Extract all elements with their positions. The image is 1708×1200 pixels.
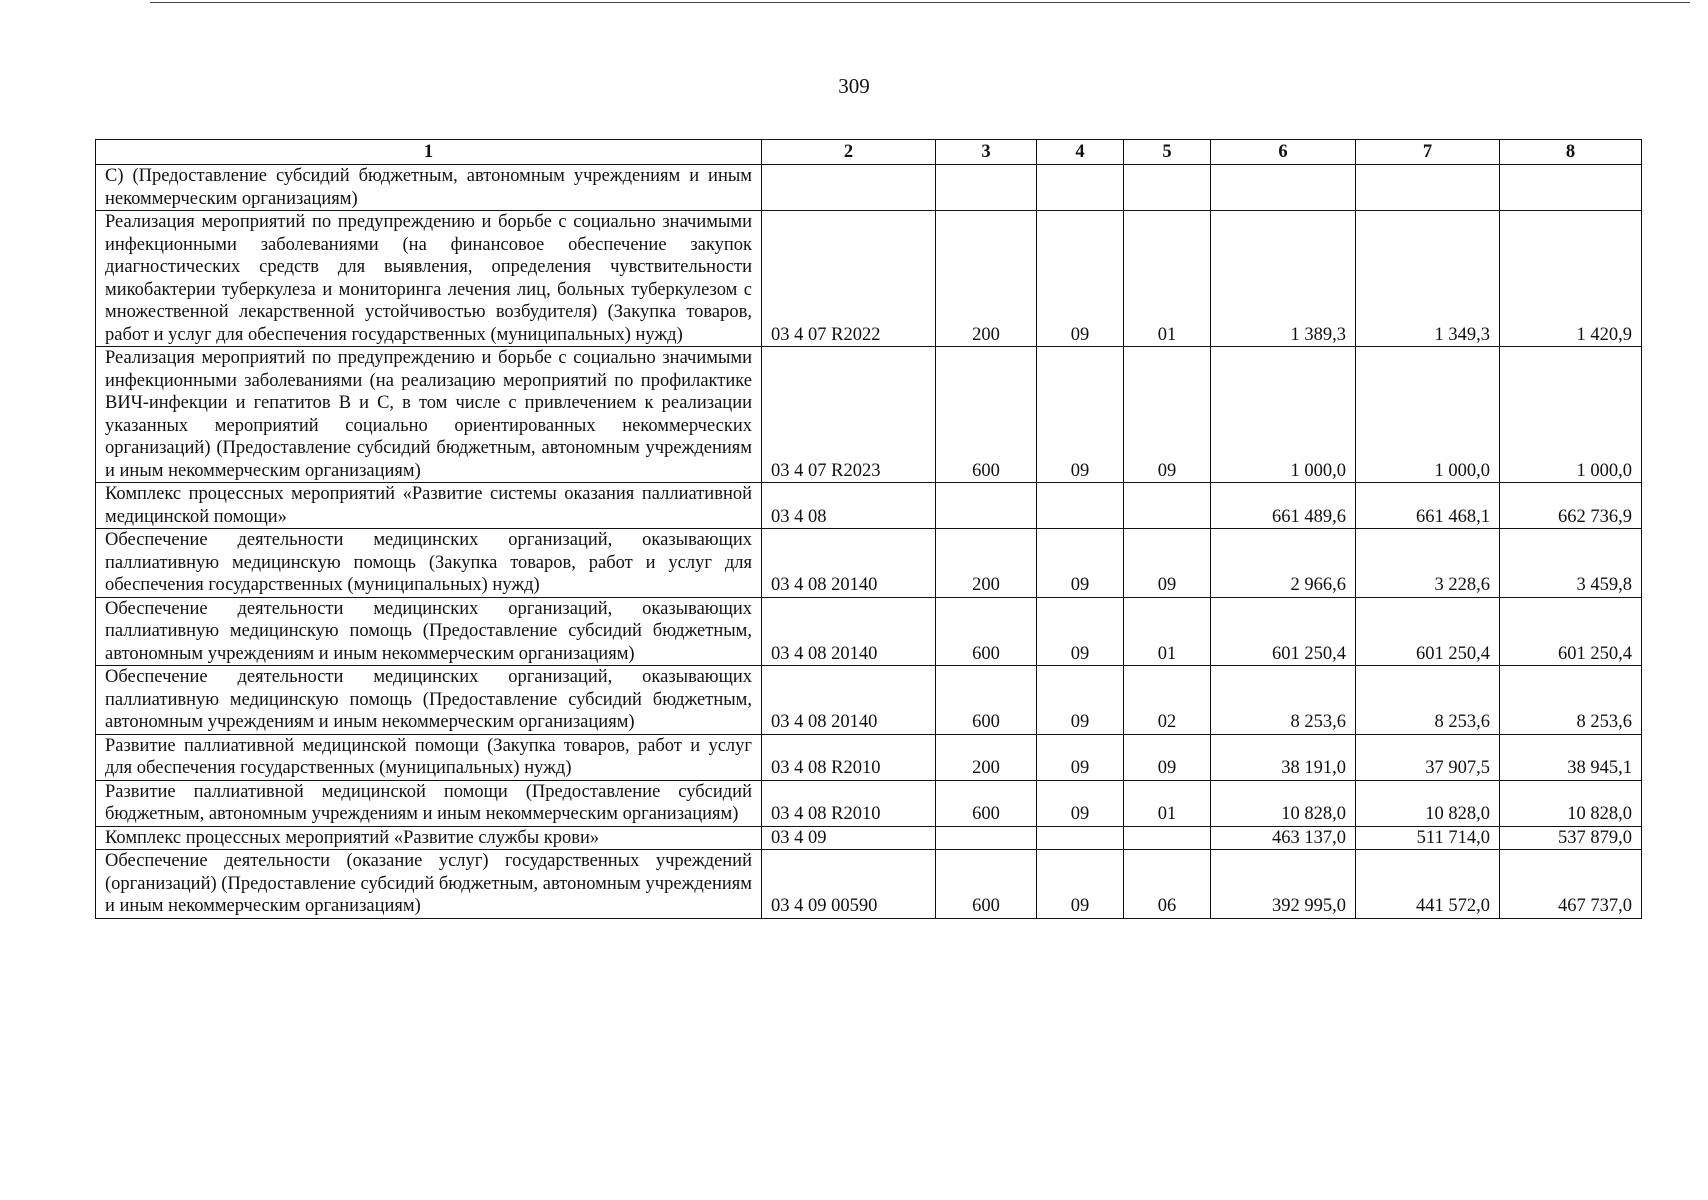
table-row (96, 529, 1642, 598)
row-description: Реализация мероприятий по предупреждению и борьбе с социально значимыми инфекционными заболеваниями (на финансовое обеспечение закупок диагностических средств для выявления, определения чувствительности микобактерии туберкулеза и мониторинга лечения лиц, больных туберкулезом с множественной лекарственной устойчивостью возбудителя) (Закупка товаров, работ и услуг для обеспечения государственных (муниципальных) нужд) (96, 211, 762, 347)
row-amount-7: 441 572,0 (1356, 850, 1500, 919)
row-amount-6 (1211, 165, 1356, 211)
column-header-3: 3 (936, 140, 1037, 165)
row-code: 03 4 09 (762, 826, 936, 850)
table-row (96, 483, 1642, 529)
row-section (1037, 483, 1124, 529)
table-row (96, 850, 1642, 919)
row-amount-8: 38 945,1 (1500, 734, 1642, 780)
table-row (96, 211, 1642, 347)
row-amount-6: 38 191,0 (1211, 734, 1356, 780)
row-section: 09 (1037, 666, 1124, 735)
table-row (96, 826, 1642, 850)
row-amount-7: 511 714,0 (1356, 826, 1500, 850)
table-row (96, 347, 1642, 483)
row-amount-7: 37 907,5 (1356, 734, 1500, 780)
column-header-1: 1 (96, 140, 762, 165)
row-subsection: 01 (1124, 597, 1211, 666)
row-amount-6: 392 995,0 (1211, 850, 1356, 919)
row-expense-type: 600 (936, 666, 1037, 735)
row-expense-type: 200 (936, 211, 1037, 347)
row-description: Комплекс процессных мероприятий «Развитие системы оказания паллиативной медицинской помощи» (96, 483, 762, 529)
row-code: 03 4 08 R2010 (762, 734, 936, 780)
row-amount-7: 8 253,6 (1356, 666, 1500, 735)
row-subsection (1124, 826, 1211, 850)
row-expense-type: 600 (936, 780, 1037, 826)
row-amount-8: 3 459,8 (1500, 529, 1642, 598)
row-description: Обеспечение деятельности (оказание услуг) государственных учреждений (организаций) (Предоставление субсидий бюджетным, автономным учреждениям и иным некоммерческим организациям) (96, 850, 762, 919)
table-row (96, 780, 1642, 826)
row-amount-8 (1500, 165, 1642, 211)
row-description: С) (Предоставление субсидий бюджетным, автономным учреждениям и иным некоммерческим организациям) (96, 165, 762, 211)
row-section: 09 (1037, 850, 1124, 919)
row-section: 09 (1037, 780, 1124, 826)
row-amount-6: 10 828,0 (1211, 780, 1356, 826)
row-description: Развитие паллиативной медицинской помощи (Закупка товаров, работ и услуг для обеспечения государственных (муниципальных) нужд) (96, 734, 762, 780)
row-expense-type: 600 (936, 347, 1037, 483)
column-header-4: 4 (1037, 140, 1124, 165)
row-amount-6: 1 000,0 (1211, 347, 1356, 483)
row-expense-type (936, 826, 1037, 850)
row-subsection (1124, 165, 1211, 211)
row-expense-type: 600 (936, 850, 1037, 919)
row-amount-6: 1 389,3 (1211, 211, 1356, 347)
column-header-8: 8 (1500, 140, 1642, 165)
row-amount-8: 537 879,0 (1500, 826, 1642, 850)
row-section: 09 (1037, 734, 1124, 780)
row-expense-type (936, 165, 1037, 211)
column-header-7: 7 (1356, 140, 1500, 165)
row-section: 09 (1037, 211, 1124, 347)
row-code: 03 4 07 R2022 (762, 211, 936, 347)
column-header-2: 2 (762, 140, 936, 165)
row-expense-type (936, 483, 1037, 529)
row-subsection: 09 (1124, 347, 1211, 483)
page-number: 309 (838, 74, 870, 98)
row-amount-8: 1 420,9 (1500, 211, 1642, 347)
budget-table (95, 139, 1642, 919)
column-header-6: 6 (1211, 140, 1356, 165)
row-subsection: 09 (1124, 529, 1211, 598)
row-subsection: 06 (1124, 850, 1211, 919)
row-amount-8: 662 736,9 (1500, 483, 1642, 529)
row-subsection: 02 (1124, 666, 1211, 735)
row-amount-6: 8 253,6 (1211, 666, 1356, 735)
row-code: 03 4 08 20140 (762, 529, 936, 598)
table-row (96, 597, 1642, 666)
row-subsection: 01 (1124, 780, 1211, 826)
row-description: Реализация мероприятий по предупреждению и борьбе с социально значимыми инфекционными заболеваниями (на реализацию мероприятий по профилактике ВИЧ-инфекции и гепатитов В и С, в том числе с привлечением к реализации указанных мероприятий социально ориентированных некоммерческих организаций) (Предоставление субсидий бюджетным, автономным учреждениям и иным некоммерческим организациям) (96, 347, 762, 483)
row-code: 03 4 08 R2010 (762, 780, 936, 826)
row-amount-6: 661 489,6 (1211, 483, 1356, 529)
row-code: 03 4 08 (762, 483, 936, 529)
row-description: Развитие паллиативной медицинской помощи (Предоставление субсидий бюджетным, автономным учреждениям и иным некоммерческим организациям) (96, 780, 762, 826)
row-subsection (1124, 483, 1211, 529)
row-description: Обеспечение деятельности медицинских организаций, оказывающих паллиативную медицинскую помощь (Закупка товаров, работ и услуг для обеспечения государственных (муниципальных) нужд) (96, 529, 762, 598)
row-subsection: 01 (1124, 211, 1211, 347)
row-section (1037, 165, 1124, 211)
row-description: Обеспечение деятельности медицинских организаций, оказывающих паллиативную медицинскую помощь (Предоставление субсидий бюджетным, автономным учреждениям и иным некоммерческим организациям) (96, 597, 762, 666)
row-amount-8: 8 253,6 (1500, 666, 1642, 735)
row-amount-7: 3 228,6 (1356, 529, 1500, 598)
column-header-5: 5 (1124, 140, 1211, 165)
row-amount-6: 463 137,0 (1211, 826, 1356, 850)
row-expense-type: 600 (936, 597, 1037, 666)
row-section (1037, 826, 1124, 850)
top-rule (150, 2, 1690, 3)
row-code (762, 165, 936, 211)
row-amount-6: 2 966,6 (1211, 529, 1356, 598)
row-amount-6: 601 250,4 (1211, 597, 1356, 666)
row-description: Комплекс процессных мероприятий «Развитие службы крови» (96, 826, 762, 850)
header-row (96, 140, 1642, 165)
row-section: 09 (1037, 597, 1124, 666)
row-expense-type: 200 (936, 734, 1037, 780)
row-amount-8: 601 250,4 (1500, 597, 1642, 666)
row-expense-type: 200 (936, 529, 1037, 598)
table-row (96, 666, 1642, 735)
row-section: 09 (1037, 529, 1124, 598)
table-row (96, 165, 1642, 211)
row-section: 09 (1037, 347, 1124, 483)
row-code: 03 4 08 20140 (762, 666, 936, 735)
row-amount-7: 1 000,0 (1356, 347, 1500, 483)
row-amount-7: 10 828,0 (1356, 780, 1500, 826)
row-description: Обеспечение деятельности медицинских организаций, оказывающих паллиативную медицинскую помощь (Предоставление субсидий бюджетным, автономным учреждениям и иным некоммерческим организациям) (96, 666, 762, 735)
row-amount-7 (1356, 165, 1500, 211)
row-amount-7: 661 468,1 (1356, 483, 1500, 529)
row-amount-8: 467 737,0 (1500, 850, 1642, 919)
row-amount-8: 1 000,0 (1500, 347, 1642, 483)
row-amount-7: 601 250,4 (1356, 597, 1500, 666)
row-amount-8: 10 828,0 (1500, 780, 1642, 826)
row-code: 03 4 07 R2023 (762, 347, 936, 483)
row-code: 03 4 09 00590 (762, 850, 936, 919)
row-subsection: 09 (1124, 734, 1211, 780)
row-code: 03 4 08 20140 (762, 597, 936, 666)
table-row (96, 734, 1642, 780)
row-amount-7: 1 349,3 (1356, 211, 1500, 347)
